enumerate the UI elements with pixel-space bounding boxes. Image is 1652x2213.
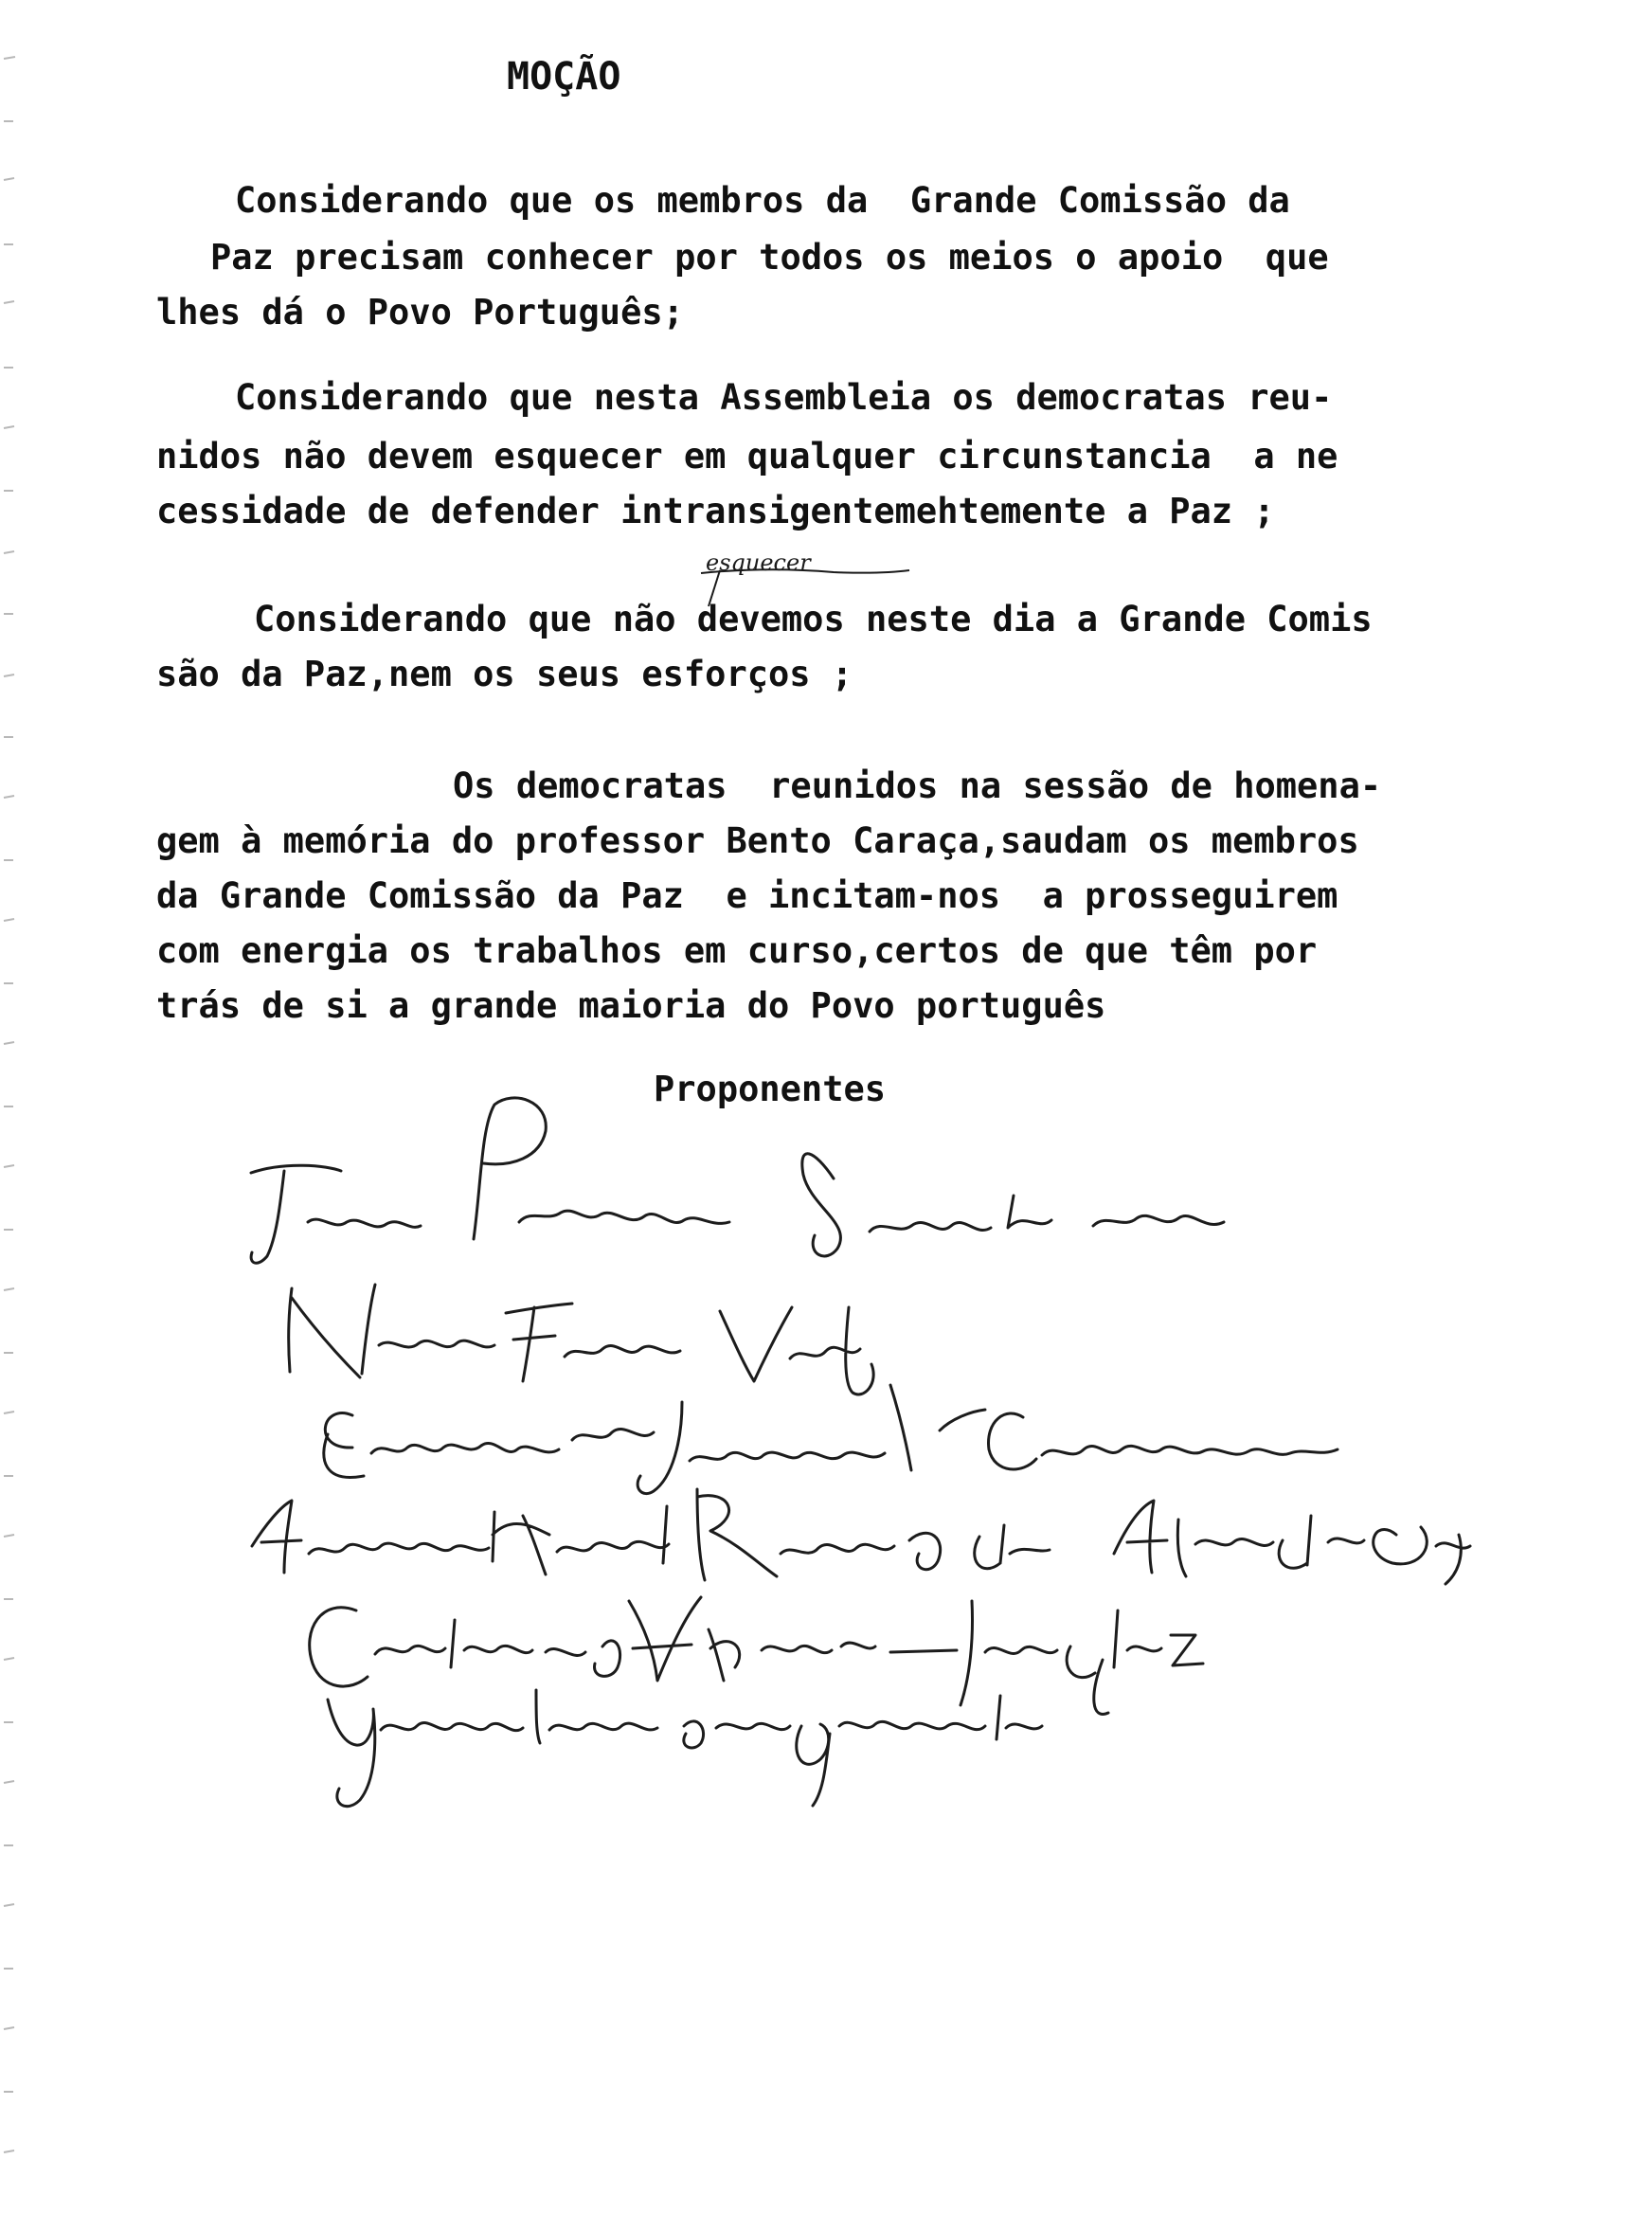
signature-4 [252, 1489, 1470, 1584]
paragraph-4-line-1: Os democratas reunidos na sessão de homena- [453, 765, 1382, 806]
paragraph-2-line-3: cessidade de defender intransigentemehtemente a Paz ; [156, 491, 1275, 531]
paragraph-2-line-2: nidos não devem esquecer em qualquer circunstancia a ne [156, 436, 1338, 477]
signature-3 [324, 1385, 1338, 1494]
scan-edge-marks [0, 0, 23, 2213]
paragraph-2-line-1: Considerando que nesta Assembleia os democratas reu- [235, 377, 1333, 418]
document-title: MOÇÃO [507, 55, 621, 99]
signature-1 [251, 1098, 1224, 1263]
paragraph-1-line-2: Paz precisam conhecer por todos os meios o apoio que [210, 237, 1329, 278]
paragraph-4-line-5: trás de si a grande maioria do Povo português [156, 985, 1106, 1026]
signature-6 [328, 1690, 1042, 1807]
signature-5 [310, 1597, 1203, 1714]
paragraph-1-line-3: lhes dá o Povo Português; [156, 292, 684, 333]
handwritten-insertion: esquecer [706, 549, 811, 576]
paragraph-3-line-1: Considerando que não devemos neste dia a Grande Comis [254, 599, 1373, 639]
paragraph-1-line-1: Considerando que os membros da Grande Comissão da [235, 180, 1290, 221]
signature-2 [289, 1285, 873, 1394]
paragraph-4-line-4: com energia os trabalhos em curso,certos de que têm por [156, 930, 1318, 971]
paragraph-3-line-2: são da Paz,nem os seus esforços ; [156, 654, 853, 694]
paragraph-4-line-3: da Grande Comissão da Paz e incitam-nos a prosseguirem [156, 875, 1338, 916]
proponents-heading: Proponentes [654, 1069, 887, 1109]
paragraph-4-line-2: gem à memória do professor Bento Caraça,saudam os membros [156, 820, 1359, 861]
